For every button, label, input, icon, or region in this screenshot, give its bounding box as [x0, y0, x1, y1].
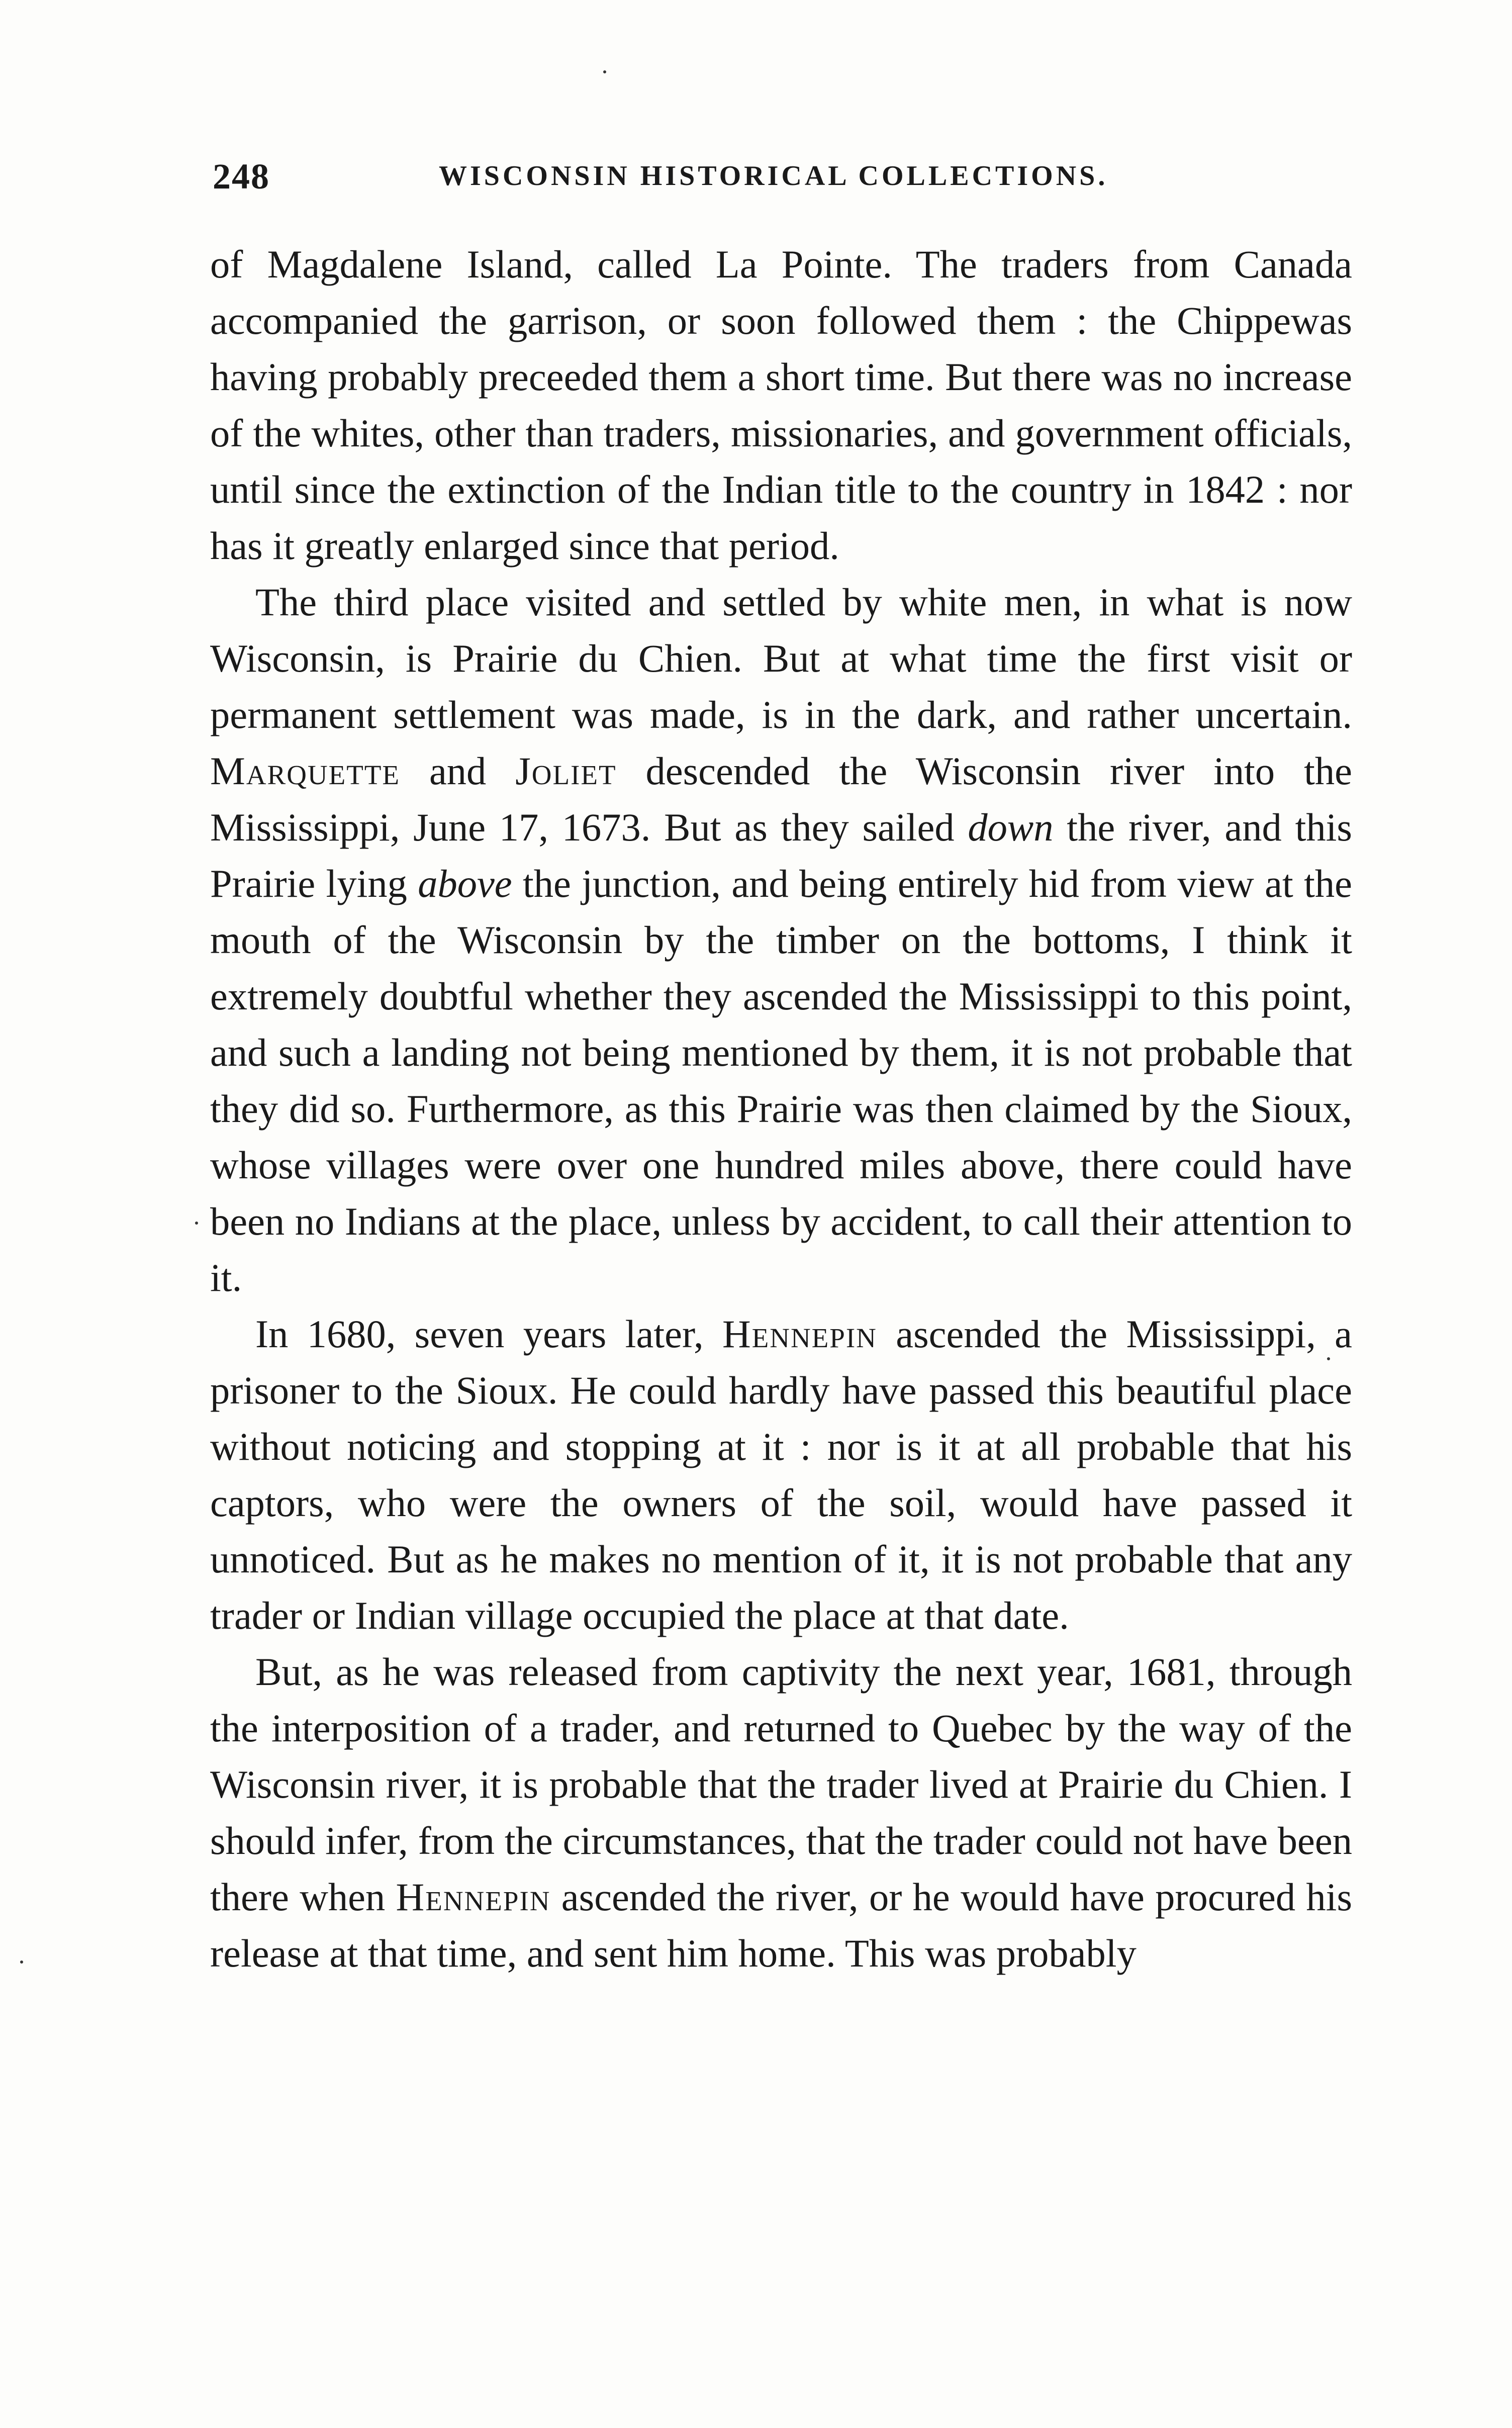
- scan-speck: [1327, 1357, 1330, 1360]
- paragraph: [210, 574, 1352, 1306]
- text-run: ascended the Mississippi, a prisoner to the Sioux. He could hardly have passed this beautiful place without noticing and stopping at it : nor is it at all probable that his captors, who were the owners of the soil, would have passed it unnoticed. But as he makes no mention of it, it is not probable that any trader or Indian village occupied the place at that date.: [210, 1312, 1352, 1637]
- paragraph: [210, 1644, 1352, 1982]
- body-text: [210, 236, 1352, 1982]
- text-run: the junction, and being entirely hid from view at the mouth of the Wisconsin by the timber on the bottoms, I think it extremely doubtful whether they ascended the Mississippi to this point, and such a landing not being mentioned by them, it is not probable that they did so. Furthermore, as this Prairie was then claimed by the Sioux, whose villages were over one hundred miles above, there could have been no Indians at the place, unless by accident, to call their attention to it.: [210, 862, 1352, 1299]
- text-run: But, as he was released from captivity the next year, 1681, through the interposition of a trader, and returned to Quebec by the way of the Wisconsin river, it is probable that the trader lived at Prairie du Chien. I should infer, from the circumstances, that the trader could not have been there when: [210, 1650, 1352, 1919]
- paragraph: [210, 1306, 1352, 1644]
- text-run: ascended the river, or he would have procured his release at that time, and sent him home. This was probably: [210, 1875, 1353, 1975]
- small-caps-name: Joliet: [515, 749, 617, 793]
- small-caps-name: Hennepin: [396, 1875, 551, 1919]
- italic-word: down: [968, 805, 1054, 849]
- scan-speck: [20, 1960, 23, 1964]
- text-run: and: [400, 749, 516, 793]
- text-run: of Magdalene Island, called La Pointe. The traders from Canada accompanied the garrison, or soon followed them : the Chippewas having probably preceeded them a short time. But there was no increase of the whites, other than traders, missionaries, and government officials, until since the extinction of the Indian title to the country in 1842 : nor has it greatly enlarged since that period.: [210, 242, 1352, 568]
- page-number: 248: [213, 156, 270, 197]
- paragraph: [210, 236, 1352, 574]
- text-run: The third place visited and settled by white men, in what is now Wisconsin, is Prairie du Chien. But at what time the first visit or permanent settlement was made, is in the dark, and rather uncertain.: [210, 580, 1352, 736]
- small-caps-name: Hennepin: [722, 1312, 877, 1356]
- italic-word: above: [418, 862, 512, 905]
- running-head: WISCONSIN HISTORICAL COLLECTIONS.: [439, 160, 1108, 192]
- text-run: the river, and this Prairie lying: [210, 805, 1352, 905]
- scan-speck: [603, 70, 606, 73]
- small-caps-name: Marquette: [210, 749, 401, 793]
- text-run: descended the Wisconsin river into the Mississippi, June 17, 1673. But as they sailed: [210, 749, 1352, 849]
- scan-speck: [195, 1222, 198, 1225]
- text-run: In 1680, seven years later,: [255, 1312, 722, 1356]
- page-header: [213, 151, 1359, 206]
